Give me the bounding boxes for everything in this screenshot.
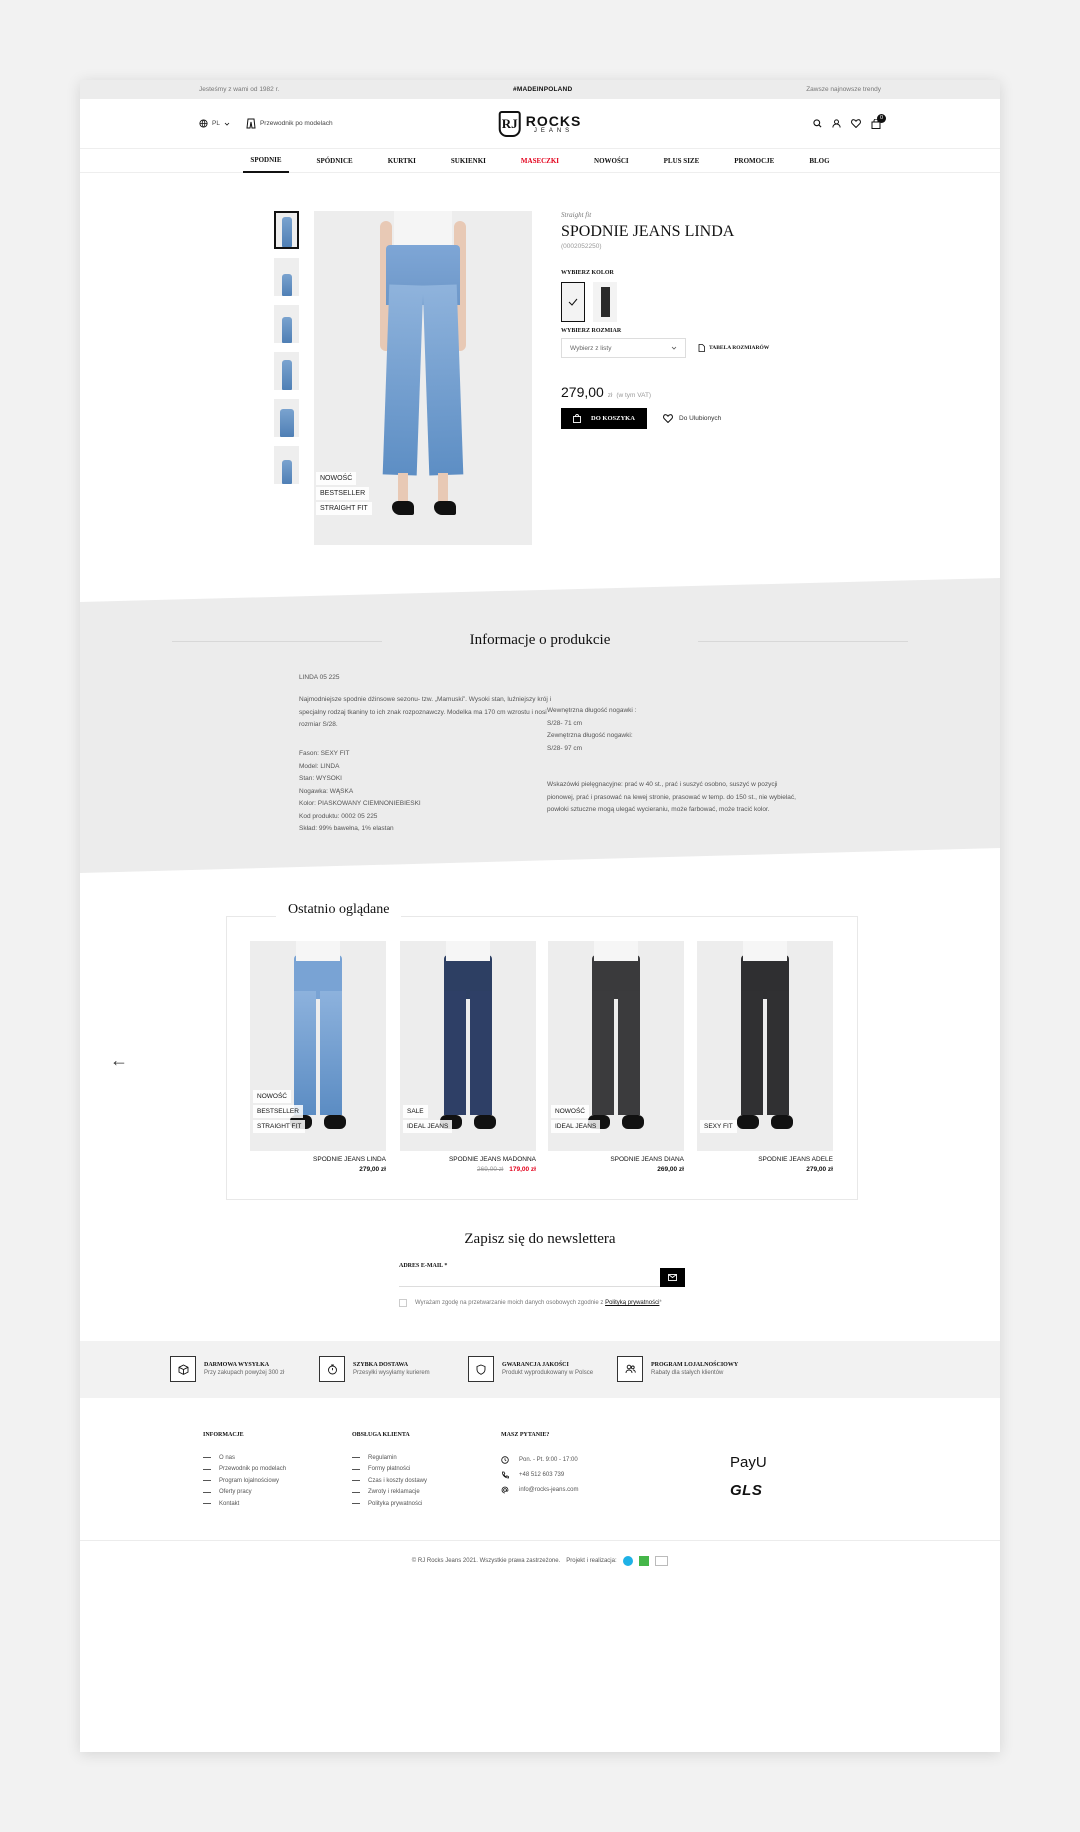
size-select[interactable] [561,338,686,358]
size-label: WYBIERZ ROZMIAR [561,328,622,334]
project-credit-text: Projekt i realizacja: [566,1558,617,1564]
product-card[interactable] [400,941,536,1173]
language-label: PL [212,120,220,127]
contact-phone-text: +48 512 603 739 [519,1471,565,1478]
nav-item-spodnice[interactable]: SPÓDNICE [316,156,353,165]
document-icon [698,344,705,352]
thumbnail[interactable] [274,211,299,249]
tag-new: NOWOŚĆ [316,472,356,485]
thumbnail[interactable] [274,399,299,437]
product-name: SPODNIE JEANS LINDA [313,1156,386,1163]
thumbnail[interactable] [274,446,299,484]
features-bar [80,1341,1000,1398]
nav-item-spodnie[interactable]: SPODNIE [243,149,288,173]
product-info [561,211,801,429]
footer-link[interactable] [203,1464,286,1476]
footer-column-info [203,1432,286,1510]
model-guide-label: Przewodnik po modelach [259,120,333,127]
footer-link[interactable] [352,1487,427,1499]
product-tag: BESTSELLER [253,1105,303,1118]
product-price: 279,00 zł [359,1166,386,1173]
footer-column-contact [501,1432,578,1497]
product-tag: SEXY FIT [700,1120,737,1133]
footer-heading: INFORMACJE [203,1432,244,1438]
tag-bestseller: BESTSELLER [316,487,369,500]
heart-icon[interactable] [851,119,861,128]
footer-heading: OBSŁUGA KLIENTA [352,1432,410,1438]
nav-item-nowosci[interactable]: NOWOŚCI [594,156,629,165]
consent-required-mark: * [659,1300,662,1306]
color-label: WYBIERZ KOLOR [561,270,614,276]
thumbnail[interactable] [274,258,299,296]
color-swatch-blue[interactable] [561,282,585,322]
product-card[interactable] [697,941,833,1173]
product-tag: NOWOŚĆ [253,1090,291,1103]
product-card-image[interactable] [548,941,684,1151]
at-icon [501,1486,509,1494]
info-sku: LINDA 05 225 [299,674,340,681]
clock-icon [327,1364,338,1375]
product-price: 269,00 zł [657,1166,684,1173]
nav-item-plus-size[interactable]: PLUS SIZE [663,156,700,165]
thumbnail-list [274,211,299,484]
product-price: 279,00 zł [806,1166,833,1173]
privacy-policy-link[interactable]: Polityką prywatności [605,1300,660,1306]
color-swatches [561,282,801,322]
price-value: 279,00 [561,384,604,400]
footer-link-label: Program lojalnościowy [219,1477,280,1484]
cart-count-badge: 0 [877,114,886,123]
globe-icon [199,119,208,128]
product-card-image[interactable] [400,941,536,1151]
top-bar [80,80,1000,99]
contact-hours [501,1452,578,1467]
add-to-cart-button[interactable] [561,408,647,429]
gls-logo: GLS [730,1482,763,1499]
color-swatch-black[interactable] [593,282,617,322]
newsletter-title: Zapisz się do newslettera [464,1231,616,1247]
feature-quality-guarantee [468,1356,593,1382]
info-title: Informacje o produkcie [469,632,611,648]
product-name: SPODNIE JEANS ADELE [758,1156,833,1163]
topbar-center: #MADEINPOLAND [513,86,573,93]
users-icon [625,1364,636,1374]
product-tags [316,472,372,515]
add-to-favorites-button[interactable] [663,414,721,423]
nav-item-promocje[interactable]: PROMOCJE [734,156,775,165]
footer-link-label: Przewodnik po modelach [219,1466,287,1473]
thumbnail[interactable] [274,352,299,390]
logo-name: ROCKS [525,112,582,129]
product-tag: SALE [403,1105,428,1118]
size-table-link[interactable] [698,344,769,352]
info-care: Wskazówki pielęgnacyjne: prać w 40 st., prać i suszyć osobno, suszyć w pozycji pionowej, prać i prasować na lewej stronie, prasować w temp. do 150 st., nie wybielać, powłoki sztuczne mogą ulegać wycieraniu, może farbować, może tracić kolor. [547,781,796,813]
footer-link-label: Oferty pracy [219,1489,252,1496]
feature-subtitle: Przesyłki wysyłamy kurierem [353,1370,430,1376]
bag-icon [573,414,581,423]
footer-link[interactable] [352,1464,427,1476]
product-section [80,173,1000,593]
newsletter-email-input[interactable] [399,1268,661,1287]
check-icon [568,298,578,306]
feature-loyalty-program [617,1356,738,1382]
size-table-label: TABELA ROZMIARÓW [709,345,770,351]
payu-logo: PayU [730,1454,767,1471]
product-code: (0002052250) [561,243,602,250]
contact-email-text: info@rocks-jeans.com [519,1486,579,1493]
product-card[interactable] [250,941,386,1173]
feature-title: PROGRAM LOJALNOŚCIOWY [651,1362,739,1368]
language-selector[interactable] [199,119,230,128]
product-old-price: 269,00 zł [477,1166,504,1173]
footer-link-label: Formy płatności [368,1466,411,1473]
clock-icon [501,1456,509,1464]
product-tag: NOWOŚĆ [551,1105,589,1118]
model-guide-link[interactable] [246,118,333,129]
size-select-value: Wybierz z listy [570,344,612,352]
product-card[interactable] [548,941,684,1173]
product-sale-price: 179,00 zł [509,1166,536,1173]
footer-column-customer-service [352,1432,427,1510]
footer-link[interactable] [203,1452,286,1464]
mail-icon [668,1274,677,1281]
tag-straight-fit: STRAIGHT FIT [316,502,372,515]
newsletter-submit-button[interactable] [660,1268,685,1287]
product-name: SPODNIE JEANS MADONNA [448,1156,536,1163]
footer-link-label: Regulamin [368,1454,397,1461]
box-icon [178,1364,189,1375]
footer-link-label: O nas [219,1454,236,1461]
recent-title: Ostatnio oglądane [276,902,401,918]
price-vat: (w tym VAT) [616,392,652,399]
topbar-right: Zawsze najnowsze trendy [806,86,881,93]
product-price [561,384,801,400]
favorites-label: Do Ulubionych [679,415,722,422]
heart-icon [663,414,673,423]
topbar-left: Jesteśmy z wami od 1982 r. [199,86,280,93]
user-icon[interactable] [832,119,841,128]
feature-fast-delivery [319,1356,430,1382]
nav-item-blog[interactable]: BLOG [809,156,830,165]
main-product-image[interactable] [314,211,532,545]
page-frame [80,80,1000,1752]
jeans-icon [246,118,256,129]
product-card-image[interactable] [250,941,386,1151]
contact-email[interactable] [501,1482,578,1497]
phone-icon [501,1471,509,1479]
product-card-image[interactable] [697,941,833,1151]
info-measurements: Wewnętrzna długość nogawki : S/28- 71 cm Zewnętrzna długość nogawki: S/28- 97 cm [547,707,637,752]
footer-link[interactable] [203,1475,286,1487]
product-name: SPODNIE JEANS DIANA [610,1156,684,1163]
copyright-text: © RJ Rocks Jeans 2021. Wszystkie prawa zastrzeżone. [411,1558,561,1564]
chevron-down-icon [671,345,677,351]
footer-link[interactable] [352,1498,427,1510]
footer-link[interactable] [352,1475,427,1487]
product-tag: IDEAL JEANS [551,1120,600,1133]
feature-subtitle: Rabaty dla stałych klientów [651,1370,724,1376]
cart-button[interactable] [871,115,884,129]
logo[interactable] [499,111,582,137]
main-nav [80,149,1000,173]
thumbnail[interactable] [274,305,299,343]
consent-checkbox[interactable] [399,1299,407,1307]
header [80,99,1000,149]
feature-free-shipping [170,1356,284,1382]
product-title: SPODNIE JEANS LINDA [561,223,735,240]
feature-title: SZYBKA DOSTAWA [353,1362,409,1368]
feature-title: DARMOWA WYSYŁKA [204,1362,270,1368]
price-currency: zł [607,392,613,399]
footer-link[interactable] [203,1487,286,1499]
product-tag: STRAIGHT FIT [253,1120,305,1133]
nav-item-kurtki[interactable]: KURTKI [387,156,416,165]
logo-sub: JEANS [533,127,574,134]
info-specs: Fason: SEXY FIT Model: LINDA Stan: WYSOKI Nogawka: WĄSKA Kolor: PIASKOWANY CIEMNONIEBIESKI Kod produktu: 0002 05 225 Skład: 99% bawełna, 1% elastan [299,750,421,832]
newsletter-email-label: ADRES E-MAIL * [399,1263,448,1269]
search-icon[interactable] [813,119,822,128]
product-price [400,1166,536,1173]
footer-link-label: Kontakt [219,1500,240,1507]
agency-logo-icon[interactable] [655,1556,669,1566]
footer-heading: MASZ PYTANIE? [501,1432,550,1438]
nav-item-maseczki[interactable]: MASECZKI [520,156,560,165]
copyright-bar [80,1556,1000,1566]
info-description: Najmodniejsze spodnie dżinsowe sezonu- tzw. „Mamuski”. Wysoki stan, luźniejszy krój i specjalny rodzaj tkaniny to ich znak rozpoznawczy. Modelka ma 170 cm wzrostu i nosi rozmiar S/28. [299,696,552,728]
contact-phone[interactable] [501,1467,578,1482]
feature-subtitle: Przy zakupach powyżej 300 zł [204,1370,285,1376]
chevron-down-icon [224,121,230,127]
agency-logo-icon[interactable] [639,1556,649,1566]
consent-text: Wyrażam zgodę na przetwarzanie moich danych osobowych zgodnie z [415,1300,604,1306]
footer-link-label: Zwroty i reklamacje [368,1489,420,1496]
add-to-cart-label: DO KOSZYKA [591,415,635,422]
product-fit: Straight fit [561,211,592,219]
contact-hours-text: Pon. - Pt. 9:00 - 17:00 [519,1456,578,1463]
logo-mark: RJ [499,111,521,137]
newsletter-consent [399,1299,662,1307]
feature-title: GWARANCJA JAKOŚCI [502,1362,569,1368]
shield-icon [476,1364,486,1375]
footer-link-label: Czas i koszty dostawy [368,1477,428,1484]
product-tag: IDEAL JEANS [403,1120,452,1133]
carousel-prev-arrow-icon[interactable]: ← [110,1050,128,1070]
footer-divider [80,1540,1000,1541]
footer-link[interactable] [352,1452,427,1464]
footer-link[interactable] [203,1498,286,1510]
nav-item-sukienki[interactable]: SUKIENKI [450,156,486,165]
feature-subtitle: Produkt wyprodukowany w Polsce [502,1370,594,1376]
footer-link-label: Polityka prywatności [368,1500,423,1507]
agency-logo-icon[interactable] [623,1556,633,1566]
